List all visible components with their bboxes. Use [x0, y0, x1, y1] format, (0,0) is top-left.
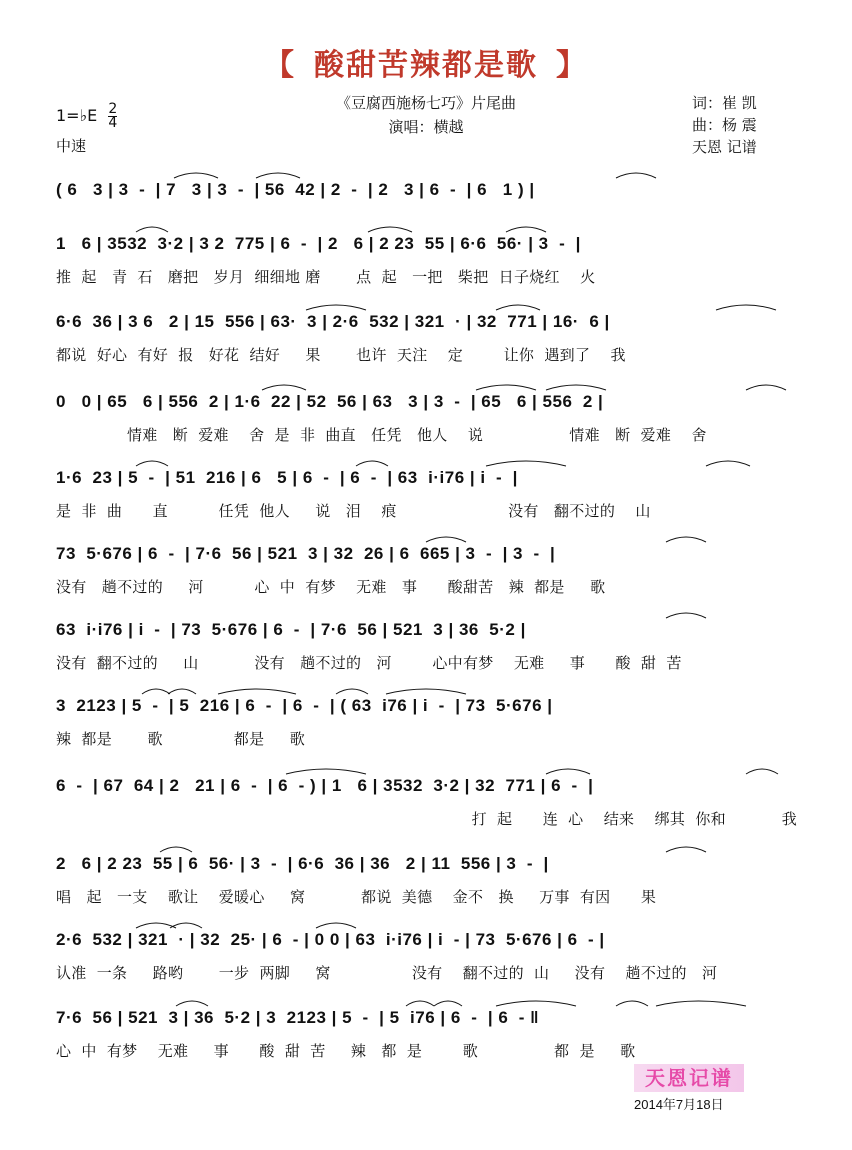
subtitle: 《豆腐西施杨七巧》片尾曲	[335, 94, 516, 112]
notation: 1 6 | 3532 3·2 | 3 2 775 | 6 - | 2 6 | 2 23 55 | 6·6 56· | 3 - |	[56, 234, 581, 253]
notation: ( 6 3 | 3 - | 7 3 | 3 - | 56 42 | 2 - | 2 3 | 6 - | 6 1 ) |	[56, 180, 535, 199]
lyrics: 打 起 连 心 结来 绑其 你和 我	[56, 810, 797, 828]
lyrics: 没有 翻不过的 山 没有 趟不过的 河 心中有梦 无难 事 酸 甜 苦	[56, 654, 682, 672]
score-line-7	[56, 620, 796, 680]
lyrics: 都说 好心 有好 报 好花 结好 果 也许 天注 定 让你 遇到了 我	[56, 346, 626, 364]
lyricist: 词：崔 凯	[692, 94, 757, 112]
date: 2014年7月18日	[634, 1097, 724, 1112]
lyrics: 认准 一条 路哟 一步 两脚 窝 没有 翻不过的 山 没有 趟不过的 河	[56, 964, 718, 982]
title-text: 酸甜苦辣都是歌	[314, 48, 538, 83]
tempo-marking: 中速	[56, 137, 87, 155]
credits	[692, 92, 757, 158]
lyrics: 是 非 曲 直 任凭 他人 说 泪 痕 没有 翻不过的 山	[56, 502, 651, 520]
score-line-8	[56, 696, 796, 756]
score-line-6	[56, 544, 796, 604]
time-top: 2	[108, 101, 118, 117]
lyrics: 辣 都是 歌 都是 歌	[56, 730, 306, 748]
score-line-3	[56, 312, 796, 372]
lyrics: 推 起 青 石 磨把 岁月 细细地 磨 点 起 一把 柴把 日子烧红 火	[56, 268, 596, 286]
notation: 63 i·i76 | i - | 73 5·676 | 6 - | 7·6 56 | 521 3 | 36 5·2 |	[56, 620, 526, 639]
score-line-4	[56, 392, 796, 452]
transcriber: 天恩 记谱	[692, 138, 757, 156]
notation: 73 5·676 | 6 - | 7·6 56 | 521 3 | 32 26 | 6 665 | 3 - | 3 - |	[56, 544, 556, 563]
lyrics: 唱 起 一支 歌让 爱暖心 窝 都说 美德 金不 换 万事 有因 果	[56, 888, 657, 906]
score-line-5	[56, 468, 796, 528]
title-open-bracket: 【	[264, 48, 296, 83]
composer: 曲：杨 震	[692, 116, 757, 134]
lyrics: 心 中 有梦 无难 事 酸 甜 苦 辣 都 是 歌 都 是 歌	[56, 1042, 636, 1060]
title-close-bracket: 】	[556, 48, 588, 83]
notation: 7·6 56 | 521 3 | 36 5·2 | 3 2123 | 5 - | 5 i76 | 6 - | 6 - ‖	[56, 1008, 540, 1027]
notation: 2 6 | 2 23 55 | 6 56· | 3 - | 6·6 36 | 36 2 | 11 556 | 3 - |	[56, 854, 549, 873]
lyrics: 没有 趟不过的 河 心 中 有梦 无难 事 酸甜苦 辣 都是 歌	[56, 578, 606, 596]
transcriber-stamp: 天恩记谱	[634, 1064, 744, 1092]
key-label: 1=♭E	[56, 106, 98, 125]
notation: 2·6 532 | 321 · | 32 25· | 6 - | 0 0 | 63 i·i76 | i - | 73 5·676 | 6 - |	[56, 930, 605, 949]
notation: 3 2123 | 5 - | 5 216 | 6 - | 6 - | ( 63 i76 | i - | 73 5·676 |	[56, 696, 553, 715]
notation: 6 - | 67 64 | 2 21 | 6 - | 6 - ) | 1 6 | 3532 3·2 | 32 771 | 6 - |	[56, 776, 594, 795]
lyrics: 情难 断 爱难 舍 是 非 曲直 任凭 他人 说 情难 断 爱难 舍	[56, 426, 707, 444]
score-line-10	[56, 854, 796, 914]
score-line-9	[56, 776, 796, 836]
time-bottom: 4	[108, 115, 118, 131]
notation: 0 0 | 65 6 | 556 2 | 1·6 22 | 52 56 | 63 3 | 3 - | 65 6 | 556 2 |	[56, 392, 604, 411]
score-line-11	[56, 930, 796, 990]
notation: 1·6 23 | 5 - | 51 216 | 6 5 | 6 - | 6 - | 63 i·i76 | i - |	[56, 468, 518, 487]
notation: 6·6 36 | 3 6 2 | 15 556 | 63· 3 | 2·6 532 | 321 · | 32 771 | 16· 6 |	[56, 312, 610, 331]
singer: 演唱：横越	[388, 118, 464, 136]
song-title	[0, 40, 852, 84]
score-line-2	[56, 234, 796, 294]
score-line-12	[56, 1008, 796, 1068]
